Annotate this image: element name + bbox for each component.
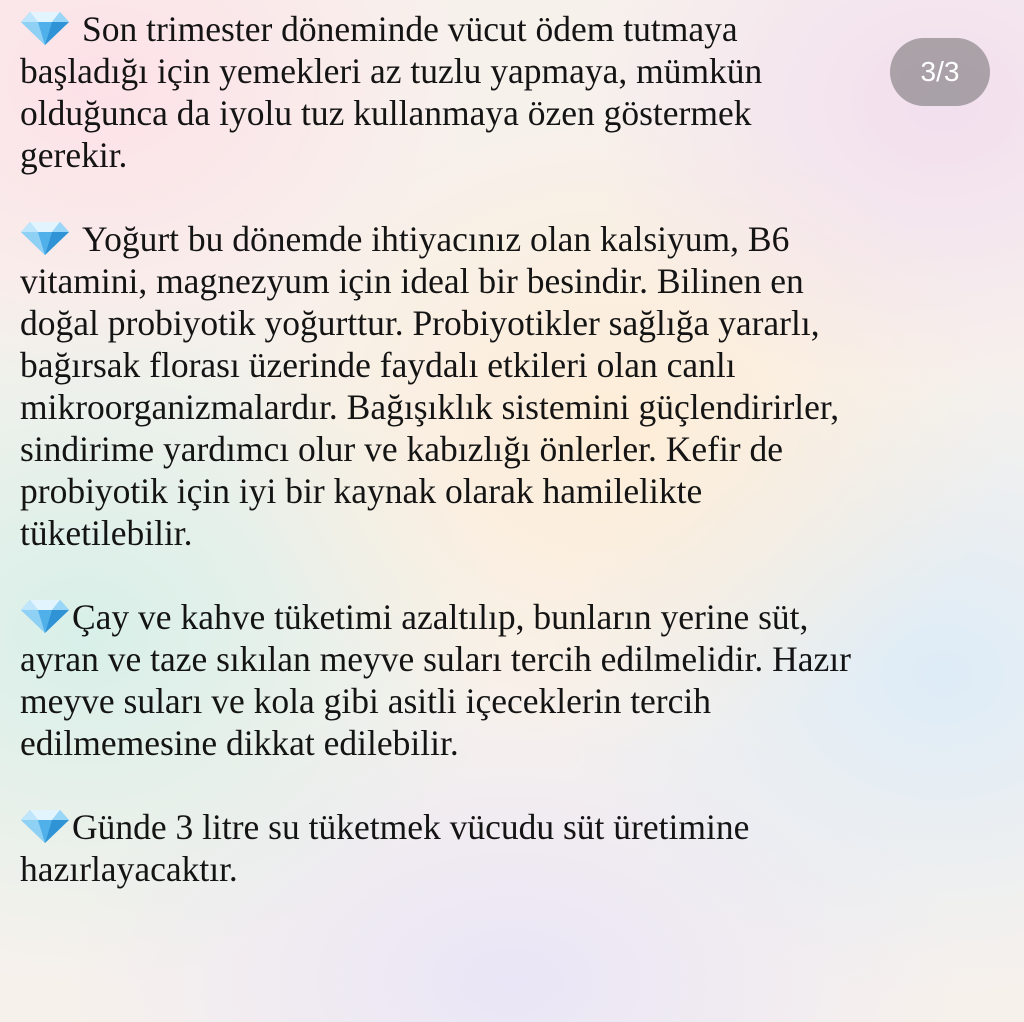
paragraph-line: hazırlayacaktır. [20,849,238,889]
gem-icon [20,10,70,46]
paragraph-line: tüketilebilir. [20,513,193,553]
paragraph-water [20,806,1010,890]
paragraph-line: ayran ve taze sıkılan meyve suları tercih edilmelidir. Hazır [20,639,851,679]
paragraph-line: meyve suları ve kola gibi asitli içeceklerin tercih [20,681,712,721]
paragraph-line: vitamini, magnezyum için ideal bir besindir. Bilinen en [20,261,804,301]
gem-icon [20,808,70,844]
paragraph-line: Son trimester döneminde vücut ödem tutmaya [82,9,738,49]
paragraph-line: doğal probiyotik yoğurttur. Probiyotikler sağlığa yararlı, [20,303,820,343]
paragraph-line: mikroorganizmalardır. Bağışıklık sistemini güçlendirirler, [20,387,840,427]
slide-counter-label: 3/3 [920,56,960,87]
paragraph-edema-salt [20,8,1010,176]
paragraph-yogurt-probiotics [20,218,1010,554]
paragraph-tea-coffee [20,596,1010,764]
paragraph-line: olduğunca da iyolu tuz kullanmaya özen göstermek [20,93,752,133]
gem-icon [20,220,70,256]
paragraph-line: sindirime yardımcı olur ve kabızlığı önlerler. Kefir de [20,429,784,469]
gem-icon [20,598,70,634]
slide-text [20,8,1010,890]
paragraph-line: Çay ve kahve tüketimi azaltılıp, bunların yerine süt, [72,597,809,637]
paragraph-line: başladığı için yemekleri az tuzlu yapmaya, mümkün [20,51,763,91]
slide-counter-badge [890,38,990,106]
paragraph-line: gerekir. [20,135,128,175]
paragraph-line: edilmemesine dikkat edilebilir. [20,723,459,763]
paragraph-line: Yoğurt bu dönemde ihtiyacınız olan kalsiyum, B6 [82,219,790,259]
paragraph-line: Günde 3 litre su tüketmek vücudu süt üretimine [72,807,750,847]
paragraph-line: bağırsak florası üzerinde faydalı etkileri olan canlı [20,345,736,385]
paragraph-line: probiyotik için iyi bir kaynak olarak hamilelikte [20,471,703,511]
